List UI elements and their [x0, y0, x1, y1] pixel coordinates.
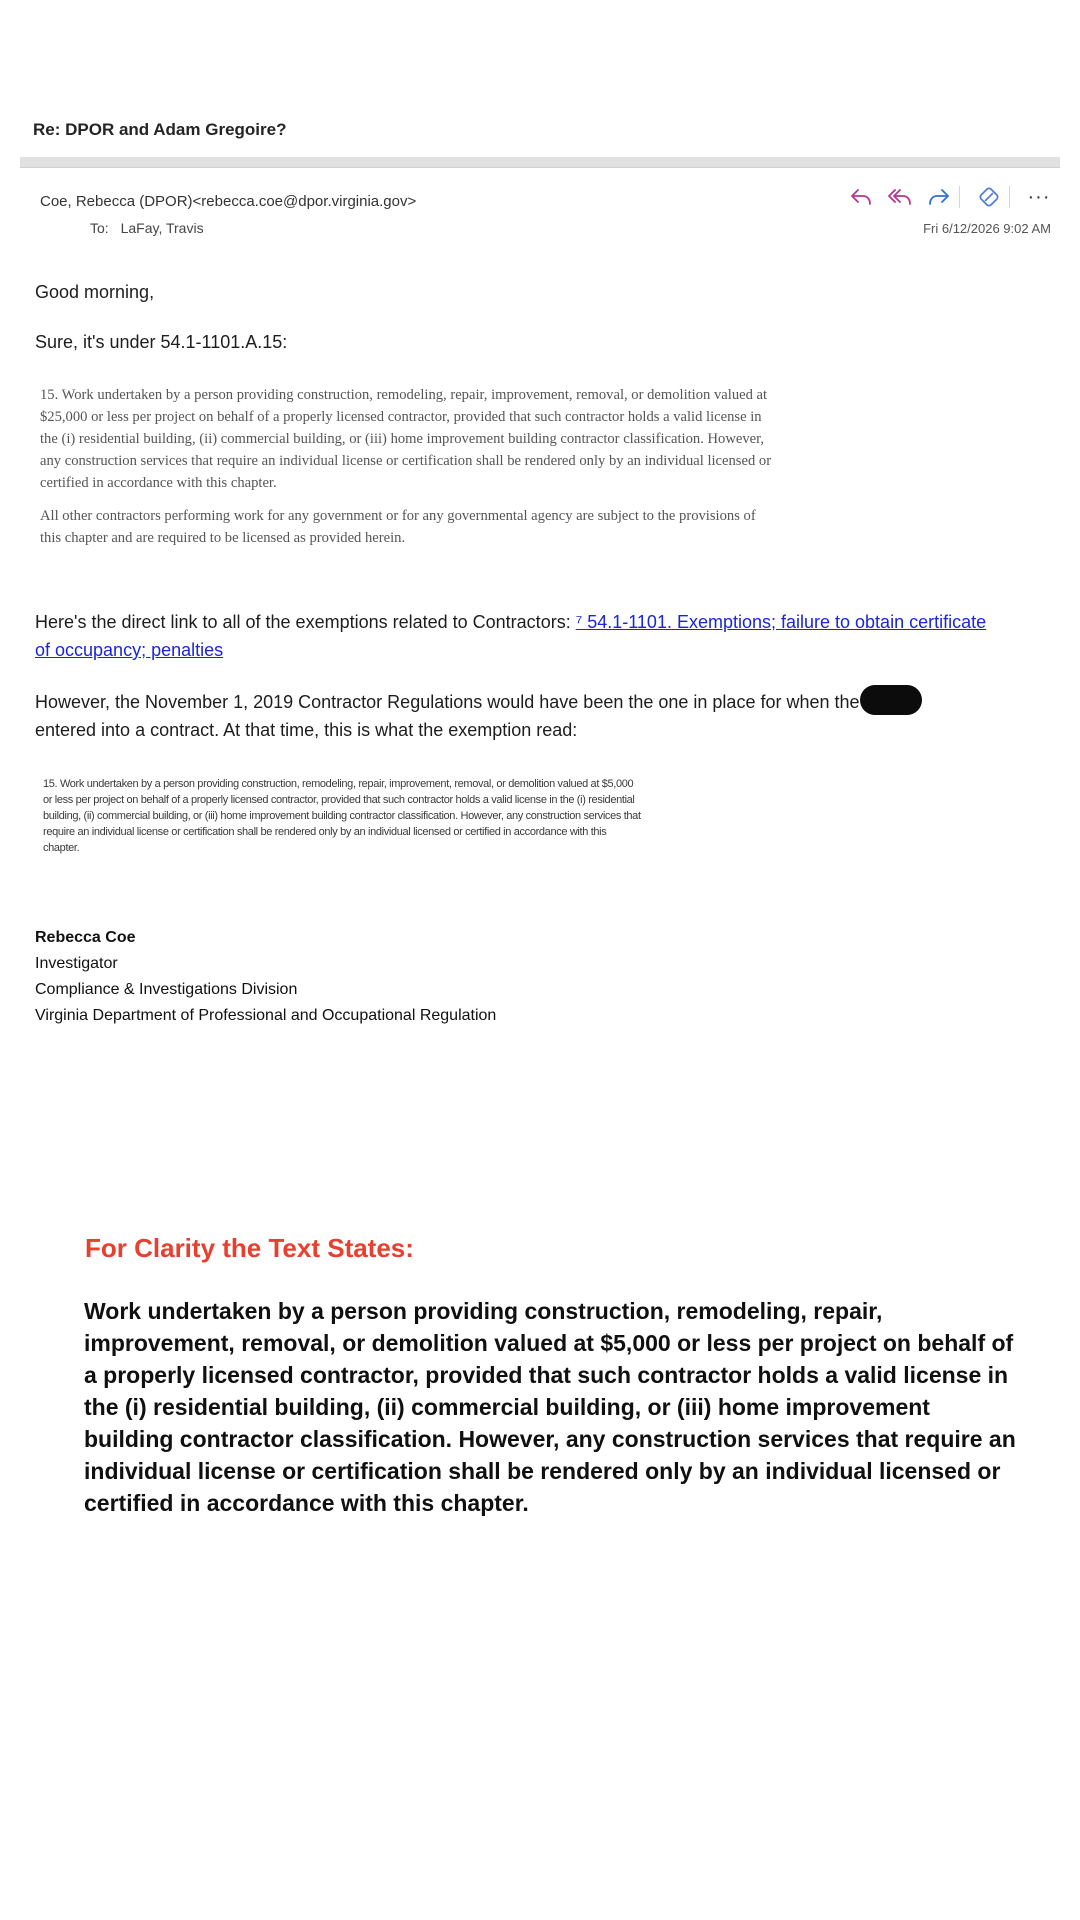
greeting: Good morning, [35, 282, 155, 302]
more-actions-button[interactable]: ··· [1027, 186, 1051, 208]
email-date: Fri 6/12/2026 9:02 AM [923, 221, 1051, 236]
to-label: To: [90, 220, 109, 236]
regulations-text-cont: entered into a contract. At that time, this is what the exemption read: [35, 720, 578, 740]
sender-line[interactable]: Coe, Rebecca (DPOR)<rebecca.coe@dpor.virginia.gov> [40, 193, 417, 210]
excerpt-paragraph: All other contractors performing work for any government or for any governmental agency are subject to the provisions of this chapter and are required to be licensed as provided herein. [40, 508, 756, 546]
forward-button[interactable] [924, 183, 954, 211]
recipient-name[interactable]: LaFay, Travis [120, 220, 204, 236]
exemptions-link-paragraph [35, 608, 1005, 664]
exemptions-link[interactable]: ⁷ 54.1-1101. Exemptions; failure to obtain certificate of occupancy; penalties [35, 612, 987, 660]
statute-reference: Sure, it's under 54.1-1101.A.15: [35, 332, 288, 352]
regulations-text: However, the November 1, 2019 Contractor Regulations would have been the one in place for when the [35, 692, 860, 712]
message-toolbar [837, 183, 1054, 211]
exemption-2019-excerpt: 15. Work undertaken by a person providing construction, remodeling, repair, improvement, removal, or demolition valued at $5,000 or less per project on behalf of a properly licensed contractor, provided that such contractor holds a valid license in the (i) residential building, (ii) commercial building, or (iii) home improvement building contractor classification. However, any construction services that require an individual license or certification shall be rendered only by an individual licensed or certified in accordance with this chapter. [43, 778, 641, 854]
reply-icon [849, 186, 873, 208]
toolbar-separator [1009, 186, 1010, 208]
excerpt-paragraph: 15. Work undertaken by a person providing construction, remodeling, repair, improvement, removal, or demolition valued at $25,000 or less per project on behalf of a properly licensed contractor, provided that such contractor holds a valid license in the (i) residential building, (ii) commercial building, or (iii) home improvement building contractor classification. However, any construction services that require an individual license or certification shall be rendered only by an individual licensed or certified in accordance with this chapter. [40, 387, 772, 491]
reply-button[interactable] [846, 183, 876, 211]
link-intro: Here's the direct link to all of the exemptions related to Contractors: [35, 612, 576, 632]
clarity-text: Work undertaken by a person providing construction, remodeling, repair, improvement, removal, or demolition valued at $5,000 or less per project on behalf of a properly licensed contractor, provided that such contractor holds a valid license in the (i) residential building, (ii) commercial building, or (iii) home improvement building contractor classification. However, any construction services that require an individual license or certification shall be rendered only by an individual licensed or certified in accordance with this chapter. [84, 1298, 1016, 1516]
teams-icon [977, 185, 1001, 209]
reply-all-icon [887, 186, 913, 208]
teams-button[interactable] [974, 183, 1004, 211]
signature-division: Compliance & Investigations Division [35, 981, 298, 998]
signature-name: Rebecca Coe [35, 929, 136, 946]
forward-icon [927, 186, 951, 208]
reply-all-button[interactable] [885, 183, 915, 211]
recipient-line [90, 220, 204, 236]
regulations-paragraph [35, 688, 1025, 744]
clarity-heading: For Clarity the Text States: [85, 1233, 414, 1263]
email-signature [35, 925, 496, 1029]
current-exemption-excerpt [40, 384, 780, 560]
signature-agency: Virginia Department of Professional and Occupational Regulation [35, 1007, 497, 1024]
toolbar-separator [959, 186, 960, 208]
email-subject: Re: DPOR and Adam Gregoire? [33, 120, 287, 139]
signature-title: Investigator [35, 955, 118, 972]
header-divider [20, 157, 1060, 168]
redaction-mark [860, 685, 922, 715]
